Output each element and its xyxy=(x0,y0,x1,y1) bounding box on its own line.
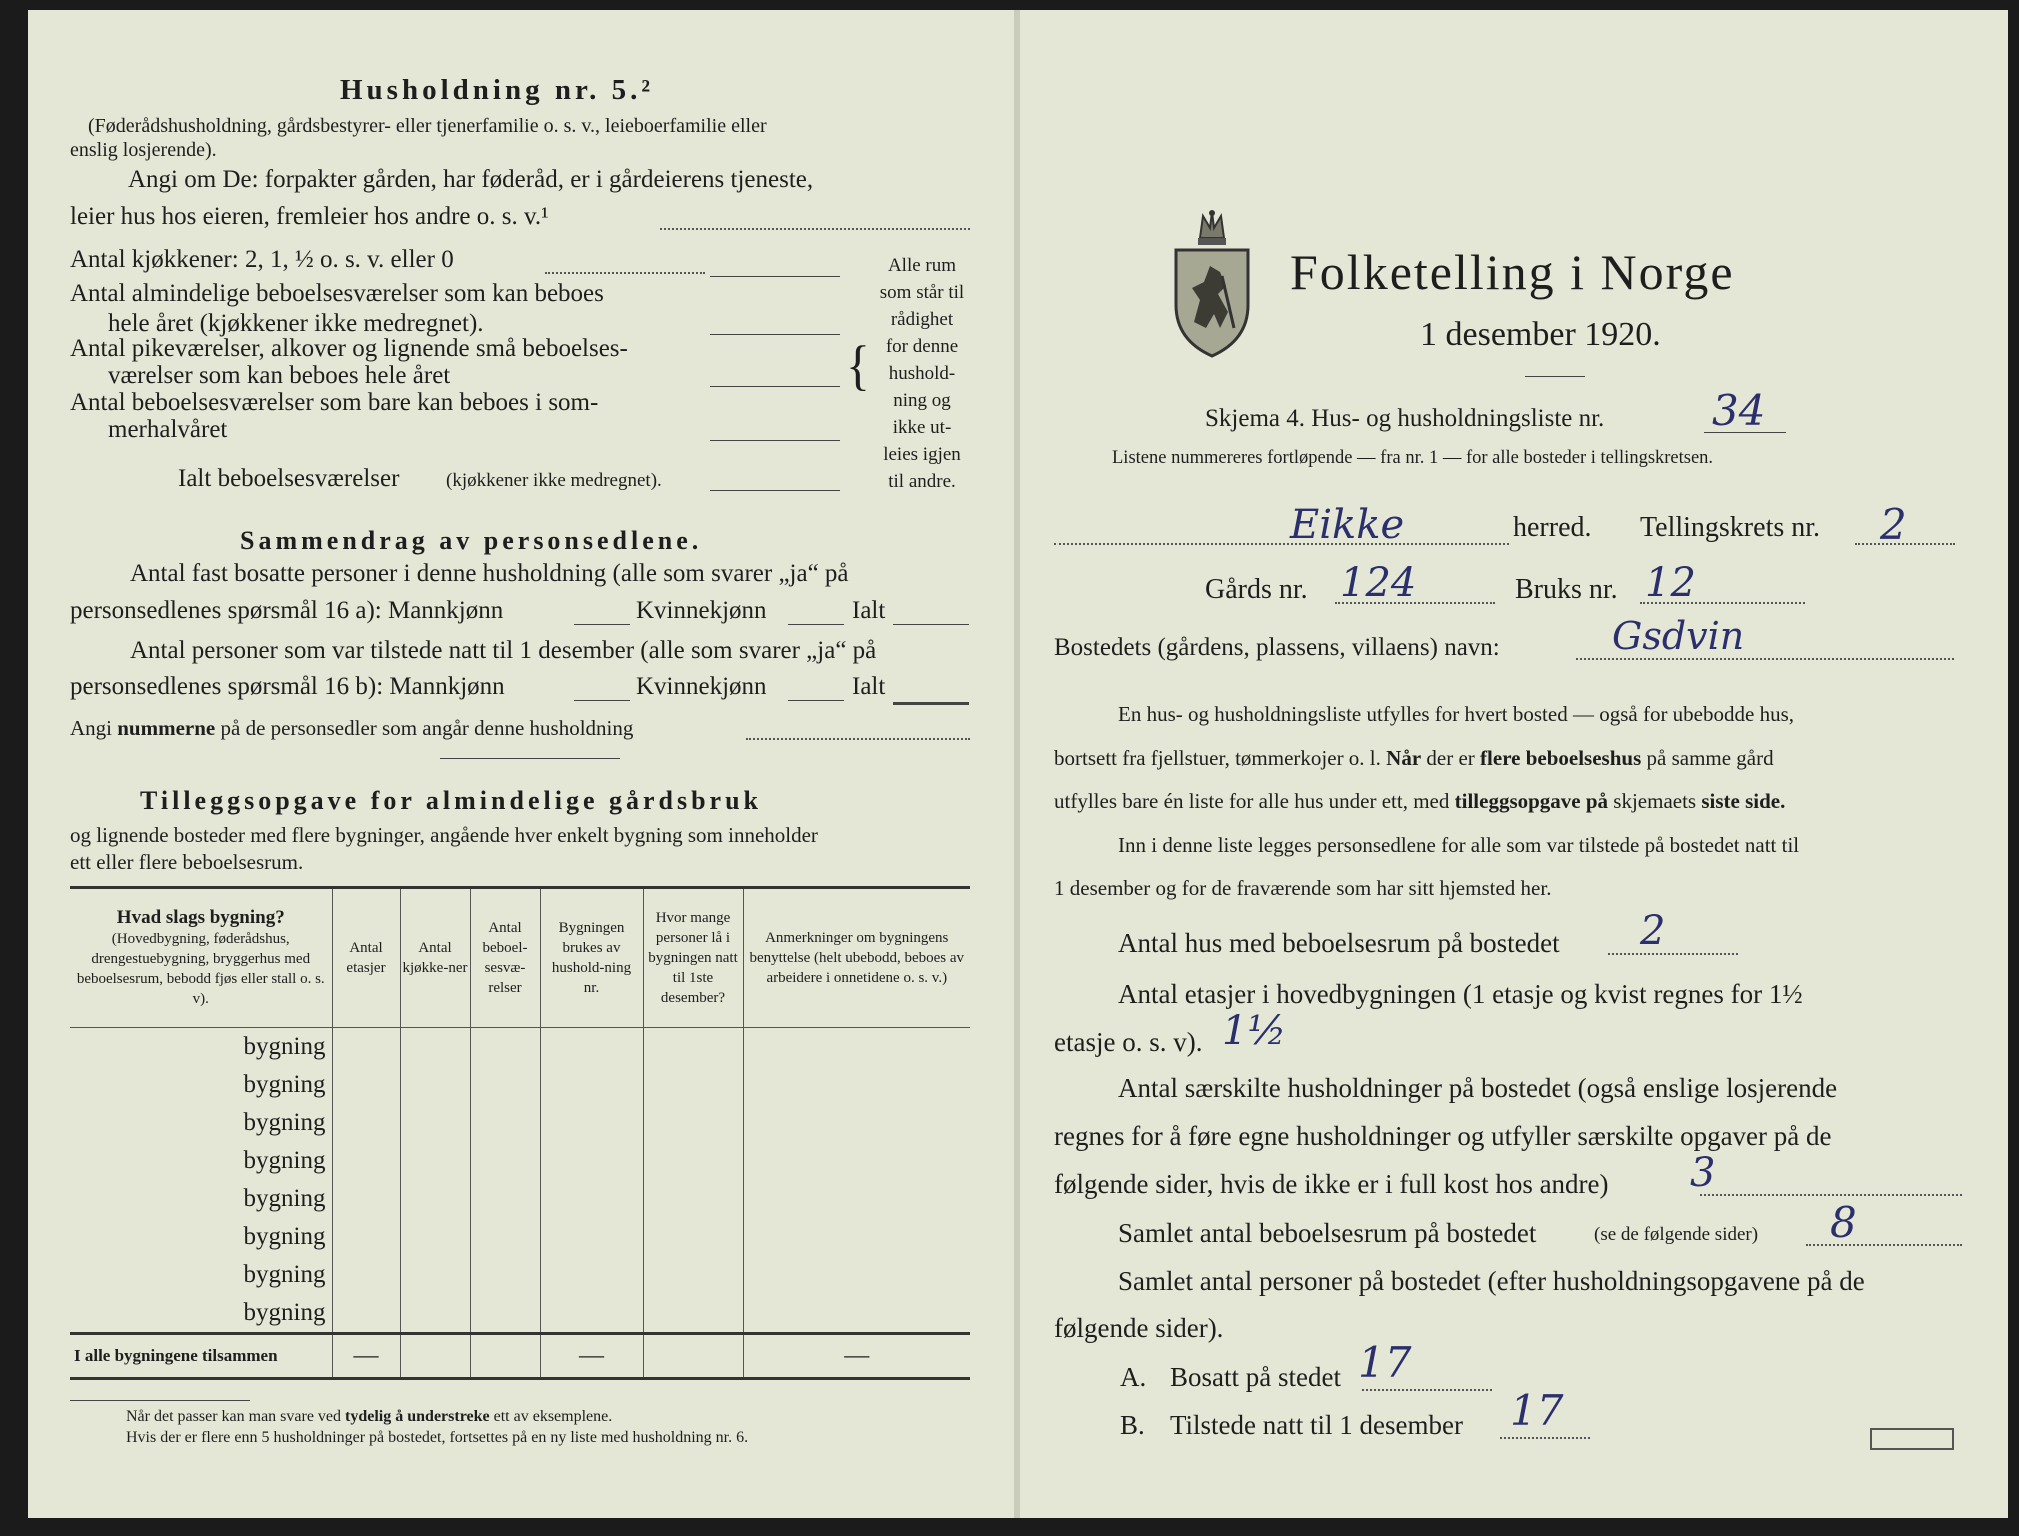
cell[interactable] xyxy=(400,1218,470,1256)
ialt-rooms-answer[interactable] xyxy=(710,490,840,491)
row-label: bygning xyxy=(70,1066,332,1104)
footnote-divider xyxy=(70,1400,250,1401)
husholdninger-line-3: følgende sider, hvis de ikke er i full kost hos andre) xyxy=(1054,1169,1609,1199)
herred-line xyxy=(1054,543,1509,545)
tillegg-title: Tilleggsopgave for almindelige gårdsbruk xyxy=(140,786,763,815)
cell[interactable] xyxy=(743,1294,970,1334)
table-row xyxy=(70,1028,970,1067)
sammendrag-p2-line1: Antal personer som var tilstede natt til 1 desember (alle som svarer „ja“ på xyxy=(130,637,877,664)
cell[interactable] xyxy=(332,1256,400,1294)
samlet-rum-label: Samlet antal beboelsesrum på bostedet xyxy=(1118,1218,1537,1248)
cell[interactable] xyxy=(540,1218,643,1256)
nummerne-answer[interactable] xyxy=(746,738,970,740)
cell[interactable] xyxy=(400,1142,470,1180)
printer-stamp xyxy=(1870,1428,1954,1450)
kjokkener-answer[interactable] xyxy=(710,276,840,277)
table-header-row xyxy=(70,888,970,1028)
angi-answer-line[interactable] xyxy=(660,228,970,230)
sum-cell[interactable] xyxy=(470,1334,540,1379)
husholdning-subtitle-1: (Føderådshusholdning, gårdsbestyrer- eller tjenerfamilie o. s. v., leieboerfamilie eller xyxy=(88,115,767,137)
cell[interactable] xyxy=(540,1104,643,1142)
tellingskrets-value[interactable]: 2 xyxy=(1880,500,1907,549)
header-building-type xyxy=(70,888,332,1028)
bosted-label: Bostedets (gårdens, plassens, villaens) navn: xyxy=(1054,634,1500,661)
sum-cell[interactable]: — xyxy=(743,1334,970,1379)
bosatt-label: Bosatt på stedet xyxy=(1170,1362,1341,1392)
sum-cell[interactable] xyxy=(643,1334,743,1379)
cell[interactable] xyxy=(643,1028,743,1067)
etasjer-value[interactable]: 1½ xyxy=(1222,1008,1287,1054)
herred-value[interactable]: Eikke xyxy=(1290,502,1405,548)
header-col: Hvor mange personer lå i bygningen natt til 1ste desember? xyxy=(643,888,743,1028)
buildings-table xyxy=(70,886,970,1380)
header-col: Anmerkninger om bygningens benyttelse (helt ubebodd, beboes av arbeidere i onnetidene o. s. v.) xyxy=(743,888,970,1028)
footnote-1-post: ett av eksemplene. xyxy=(493,1408,613,1425)
p1-kvinne-label: Kvinnekjønn xyxy=(636,597,767,624)
cell[interactable] xyxy=(470,1142,540,1180)
sommer-rooms-label-1: Antal beboelsesværelser som bare kan beboes i som- xyxy=(70,389,599,416)
header-col: Antal etasjer xyxy=(332,888,400,1028)
cell[interactable] xyxy=(470,1294,540,1334)
cell[interactable] xyxy=(540,1066,643,1104)
samlet-rum-line xyxy=(1806,1244,1962,1246)
table-row xyxy=(70,1104,970,1142)
instr2-bold-1: Når xyxy=(1386,746,1422,770)
tellingskrets-label: Tellingskrets nr. xyxy=(1640,512,1821,543)
instruction-line-2 xyxy=(1054,746,1774,771)
cell[interactable] xyxy=(743,1104,970,1142)
samlet-rum-value[interactable]: 8 xyxy=(1830,1198,1857,1247)
instruction-line-3 xyxy=(1054,789,1785,814)
instr2-bold-2: flere beboelseshus xyxy=(1480,746,1642,770)
side-note-line: ning og xyxy=(893,390,951,411)
sum-cell[interactable]: — xyxy=(540,1334,643,1379)
alm-rooms-answer[interactable] xyxy=(710,334,840,335)
cell[interactable] xyxy=(743,1142,970,1180)
cell[interactable] xyxy=(332,1066,400,1104)
tilstede-letter: B. xyxy=(1120,1410,1145,1440)
cell[interactable] xyxy=(540,1294,643,1334)
p2-kvinne-answer[interactable] xyxy=(788,700,844,701)
table-row xyxy=(70,1180,970,1218)
instr2-pre: bortsett fra fjellstuer, tømmerkojer o. l. xyxy=(1054,746,1381,770)
sommer-rooms-answer[interactable] xyxy=(710,440,840,441)
side-note-line: ikke ut- xyxy=(892,417,952,438)
hus-line xyxy=(1608,953,1738,955)
alm-rooms-label-1: Antal almindelige beboelsesværelser som kan beboes xyxy=(70,280,604,307)
pike-rooms-label-1: Antal pikeværelser, alkover og lignende små beboelses- xyxy=(70,335,628,362)
p1-ialt-answer[interactable] xyxy=(893,624,969,625)
p1-ialt-label: Ialt xyxy=(852,597,886,624)
table-row xyxy=(70,1256,970,1294)
cell[interactable] xyxy=(470,1180,540,1218)
instr2-post: på samme gård xyxy=(1646,746,1774,770)
cell[interactable] xyxy=(540,1028,643,1067)
p1-mann-answer[interactable] xyxy=(574,624,630,625)
etasjer-line-1: Antal etasjer i hovedbygningen (1 etasje og kvist regnes for 1½ xyxy=(1118,979,1803,1009)
tilstede-value[interactable]: 17 xyxy=(1510,1386,1564,1435)
listene-note: Listene nummereres fortløpende — fra nr. 1 — for alle bosteder i tellingskretsen. xyxy=(1112,448,1714,468)
cell[interactable] xyxy=(540,1142,643,1180)
etasjer-line-2: etasje o. s. v). xyxy=(1054,1027,1203,1057)
census-date: 1 desember 1920. xyxy=(1420,316,1661,353)
nummerne-bold: nummerne xyxy=(117,716,216,740)
table-row xyxy=(70,1294,970,1334)
bruks-label: Bruks nr. xyxy=(1515,574,1618,605)
cell[interactable] xyxy=(470,1256,540,1294)
skjema-number[interactable]: 34 xyxy=(1712,386,1766,435)
ialt-rooms-label: Ialt beboelsesværelser xyxy=(178,465,400,492)
page-fold xyxy=(1014,10,1020,1518)
row-label: bygning xyxy=(70,1256,332,1294)
header-building-bold: Hvad slags bygning? xyxy=(116,906,285,928)
row-label: bygning xyxy=(70,1142,332,1180)
footnote-1-bold: tydelig å understreke xyxy=(345,1408,490,1425)
main-title: Folketelling i Norge xyxy=(1290,244,1735,300)
sammendrag-title: Sammendrag av personsedlene. xyxy=(240,526,703,555)
cell[interactable] xyxy=(540,1256,643,1294)
nummerne-line xyxy=(70,716,633,741)
husholdning-subtitle-2: enslig losjerende). xyxy=(70,139,217,161)
hus-value[interactable]: 2 xyxy=(1640,908,1666,954)
cell[interactable] xyxy=(743,1180,970,1218)
sammendrag-p1-line1: Antal fast bosatte personer i denne husholdning (alle som svarer „ja“ på xyxy=(130,560,849,587)
cell[interactable] xyxy=(643,1180,743,1218)
p2-mann-answer[interactable] xyxy=(574,700,630,701)
cell[interactable] xyxy=(400,1028,470,1067)
p2-ialt-label: Ialt xyxy=(852,673,886,700)
samlet-pers-line-1: Samlet antal personer på bostedet (efter husholdningsopgavene på de xyxy=(1118,1266,1865,1296)
footnote-2: Hvis der er flere enn 5 husholdninger på bostedet, fortsettes på en ny liste med husholdning nr. 6. xyxy=(126,1429,749,1446)
samlet-pers-line-2: følgende sider). xyxy=(1054,1313,1224,1343)
instr3-bold-1: tilleggsopgave på xyxy=(1454,789,1609,813)
sum-cell[interactable] xyxy=(400,1334,470,1379)
cell[interactable] xyxy=(743,1028,970,1067)
tillegg-line1: og lignende bosteder med flere bygninger, angående hver enkelt bygning som inneholder xyxy=(70,823,818,847)
cell[interactable] xyxy=(743,1218,970,1256)
gards-value[interactable]: 124 xyxy=(1340,560,1417,606)
cell[interactable] xyxy=(470,1104,540,1142)
side-note-line: rådighet xyxy=(890,309,954,330)
side-note-line: som står til xyxy=(879,282,965,303)
cell[interactable] xyxy=(540,1180,643,1218)
sammendrag-p2-line2: personsedlenes spørsmål 16 b): Mannkjønn xyxy=(70,673,505,700)
husholdninger-line-2: regnes for å føre egne husholdninger og utfyller særskilte opgaver på de xyxy=(1054,1121,1832,1151)
cell[interactable] xyxy=(332,1180,400,1218)
cell[interactable] xyxy=(643,1294,743,1334)
husholdninger-line-1: Antal særskilte husholdninger på bostedet (også enslige losjerende xyxy=(1118,1073,1838,1103)
cell[interactable] xyxy=(643,1218,743,1256)
title-divider xyxy=(1525,376,1585,377)
footnote-1-pre: Når det passer kan man svare ved xyxy=(126,1408,342,1425)
header-col: Antal beboel-sesvæ-relser xyxy=(470,888,540,1028)
cell[interactable] xyxy=(470,1028,540,1067)
bruks-value[interactable]: 12 xyxy=(1645,560,1696,606)
cell[interactable] xyxy=(400,1256,470,1294)
pike-rooms-label-2: værelser som kan beboes hele året xyxy=(108,362,451,389)
table-sum-row xyxy=(70,1334,970,1379)
cell[interactable] xyxy=(470,1218,540,1256)
sommer-rooms-label-2: merhalvåret xyxy=(108,416,228,443)
instr3-bold-2: siste side. xyxy=(1701,789,1786,813)
bosted-line xyxy=(1576,658,1954,660)
cell[interactable] xyxy=(332,1028,400,1067)
side-note-line: hushold- xyxy=(888,363,956,384)
cell[interactable] xyxy=(400,1180,470,1218)
cell[interactable] xyxy=(743,1066,970,1104)
instruction-line-1: En hus- og husholdningsliste utfylles for hvert bosted — også for ubebodde hus, xyxy=(1118,702,1794,726)
table-row xyxy=(70,1218,970,1256)
kjokkener-label: Antal kjøkkener: 2, 1, ½ o. s. v. eller 0 xyxy=(70,246,454,273)
kjokkener-dots xyxy=(545,272,705,274)
cell[interactable] xyxy=(743,1256,970,1294)
sammendrag-p1-line2: personsedlenes spørsmål 16 a): Mannkjønn xyxy=(70,597,504,624)
header-col: Bygningen brukes av hushold-ning nr. xyxy=(540,888,643,1028)
brace-icon: { xyxy=(846,334,870,396)
cell[interactable] xyxy=(332,1142,400,1180)
p1-kvinne-answer[interactable] xyxy=(788,624,844,625)
cell[interactable] xyxy=(470,1066,540,1104)
samlet-rum-note: (se de følgende sider) xyxy=(1594,1224,1759,1245)
nummerne-pre: Angi xyxy=(70,716,112,740)
gards-label: Gårds nr. xyxy=(1205,574,1308,605)
footnote-1 xyxy=(126,1408,612,1426)
skjema-label: Skjema 4. Hus- og husholdningsliste nr. xyxy=(1205,405,1605,432)
instruction-line-5: 1 desember og for de fraværende som har sitt hjemsted her. xyxy=(1054,876,1552,900)
side-note-line: Alle rum xyxy=(887,255,957,276)
cell[interactable] xyxy=(332,1218,400,1256)
cell[interactable] xyxy=(332,1294,400,1334)
row-label: bygning xyxy=(70,1294,332,1334)
tillegg-line2: ett eller flere beboelsesrum. xyxy=(70,850,304,874)
row-label: bygning xyxy=(70,1104,332,1142)
side-note-line: til andre. xyxy=(888,471,956,492)
cell[interactable] xyxy=(643,1104,743,1142)
ialt-rooms-note: (kjøkkener ikke medregnet). xyxy=(446,470,662,491)
side-note xyxy=(872,252,972,495)
instruction-line-4: Inn i denne liste legges personsedlene for alle som var tilstede på bostedet natt til xyxy=(1118,833,1800,857)
bosatt-letter: A. xyxy=(1120,1362,1147,1392)
section-divider xyxy=(440,758,620,759)
instr3-mid: skjemaets xyxy=(1613,789,1697,813)
angi-line-2: leier hus hos eieren, fremleier hos andre o. s. v.¹ xyxy=(70,203,549,230)
coat-of-arms-icon xyxy=(1170,210,1254,360)
hus-label: Antal hus med beboelsesrum på bostedet xyxy=(1118,928,1560,958)
tilstede-label: Tilstede natt til 1 desember xyxy=(1170,1410,1463,1440)
bosted-value[interactable]: Gsdvin xyxy=(1612,614,1745,658)
cell[interactable] xyxy=(400,1294,470,1334)
header-building-sub: (Hovedbygning, føderådshus, drengestuebygning, bryggerhus med beboelsesrum, bebodd fjøs eller stall o. s. v). xyxy=(76,930,325,1007)
table-row xyxy=(70,1066,970,1104)
gards-line xyxy=(1335,602,1495,604)
p2-ialt-answer[interactable] xyxy=(893,702,969,705)
herred-label: herred. xyxy=(1513,512,1592,543)
table-row xyxy=(70,1142,970,1180)
cell[interactable] xyxy=(332,1104,400,1142)
husholdning-title: Husholdning nr. 5.² xyxy=(340,74,655,106)
bosatt-value[interactable]: 17 xyxy=(1358,1338,1412,1387)
husholdninger-value[interactable]: 3 xyxy=(1690,1150,1716,1196)
tellingskrets-line xyxy=(1855,543,1955,545)
nummerne-post: på de personsedler som angår denne husholdning xyxy=(220,716,634,740)
tilstede-line xyxy=(1500,1437,1590,1439)
angi-line-1: Angi om De: forpakter gården, har føderåd, er i gårdeierens tjeneste, xyxy=(128,166,814,193)
alm-rooms-label-2: hele året (kjøkkener ikke medregnet). xyxy=(108,310,484,337)
row-label: bygning xyxy=(70,1028,332,1067)
p2-kvinne-label: Kvinnekjønn xyxy=(636,673,767,700)
bruks-line xyxy=(1640,602,1805,604)
cell[interactable] xyxy=(643,1066,743,1104)
header-col: Antal kjøkke-ner xyxy=(400,888,470,1028)
cell[interactable] xyxy=(400,1066,470,1104)
bosatt-line xyxy=(1362,1389,1492,1391)
pike-rooms-answer[interactable] xyxy=(710,386,840,387)
husholdninger-line xyxy=(1700,1194,1962,1196)
row-label: bygning xyxy=(70,1180,332,1218)
side-note-line: leies igjen xyxy=(883,444,961,465)
skjema-number-line xyxy=(1704,432,1786,433)
cell[interactable] xyxy=(400,1104,470,1142)
row-label: bygning xyxy=(70,1218,332,1256)
sum-cell[interactable]: — xyxy=(332,1334,400,1379)
cell[interactable] xyxy=(643,1142,743,1180)
instr2-mid: der er xyxy=(1426,746,1475,770)
side-note-line: for denne xyxy=(885,336,959,357)
cell[interactable] xyxy=(643,1256,743,1294)
sum-label: I alle bygningene tilsammen xyxy=(70,1334,332,1379)
instr3-pre: utfylles bare én liste for alle hus under ett, med xyxy=(1054,789,1450,813)
